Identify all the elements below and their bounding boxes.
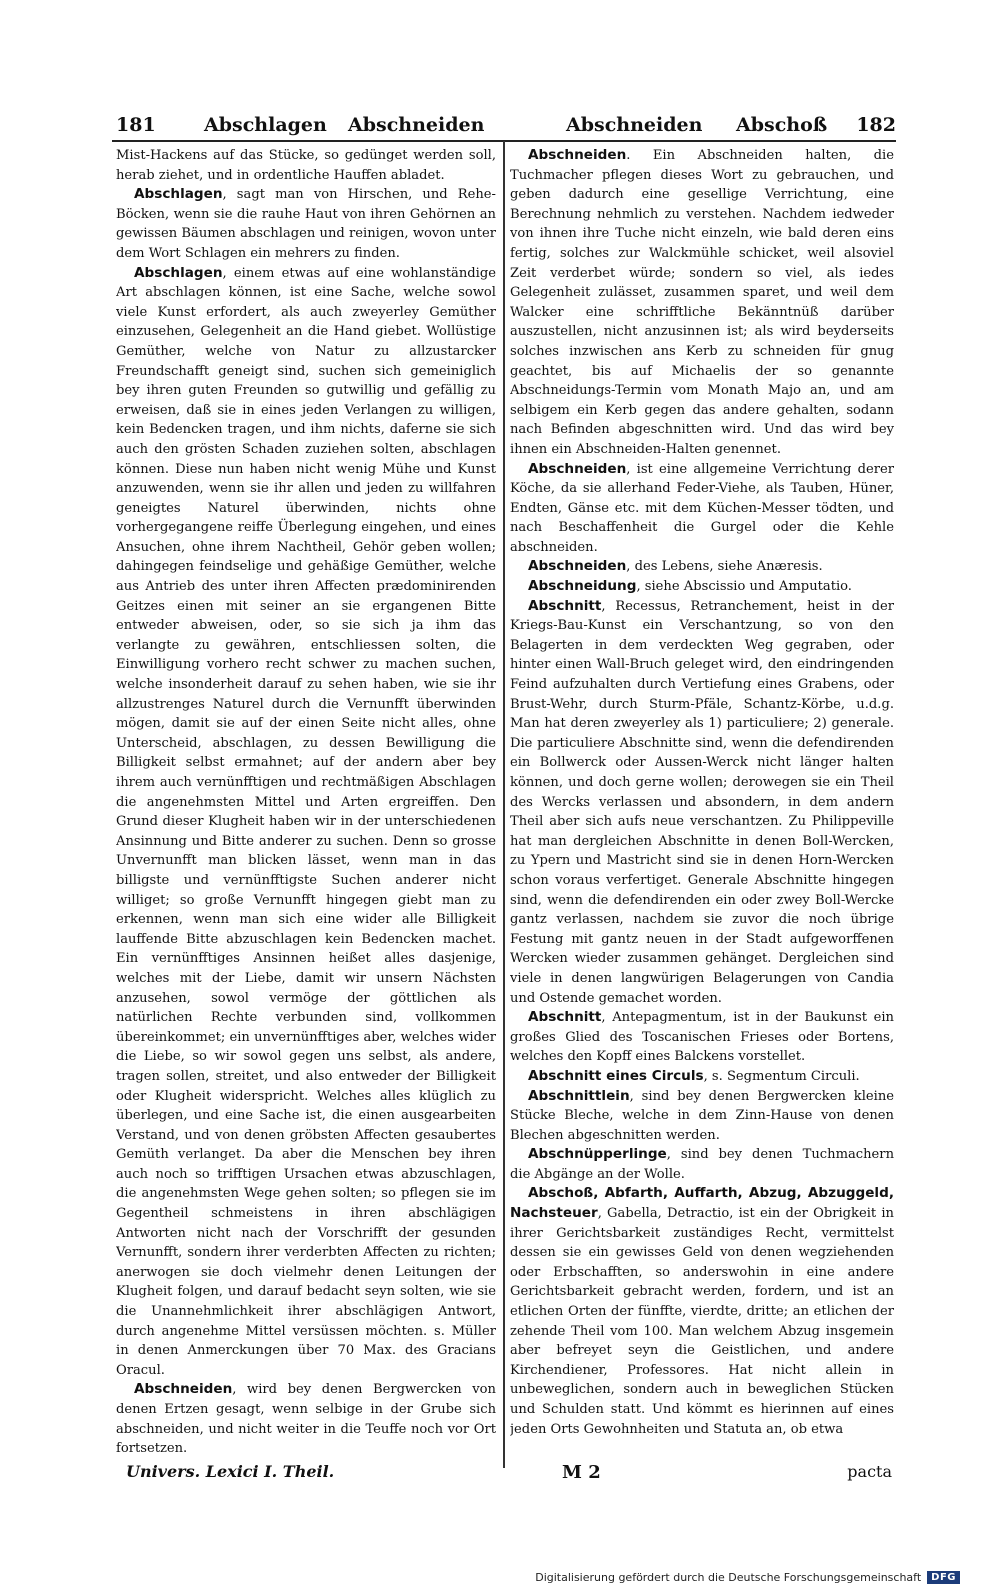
entry-head: Abschnitt eines Circuls xyxy=(528,1067,704,1084)
entry-head: Abschnitt xyxy=(528,597,602,614)
column-divider xyxy=(503,141,505,1468)
entry-head: Abschlagen xyxy=(134,264,223,281)
page-footer xyxy=(116,1462,896,1488)
catchword-left-1: Abschlagen xyxy=(204,114,327,136)
catchword-right-1: Abschneiden xyxy=(566,114,703,136)
entry xyxy=(510,1008,894,1067)
signature-title: Univers. Lexici I. Theil. xyxy=(126,1462,335,1481)
running-header xyxy=(116,114,896,140)
entry-head: Abschnüpperlinge xyxy=(528,1146,667,1163)
dfg-logo: DFG xyxy=(927,1571,960,1584)
entry-text: , des Lebens, siehe Anæresis. xyxy=(626,559,823,575)
entry-head: Abschneiden xyxy=(134,1381,233,1398)
entry xyxy=(510,1145,894,1184)
entry-head: Abschneiden xyxy=(528,147,627,163)
entry xyxy=(116,264,496,1381)
catchword: pacta xyxy=(847,1462,892,1481)
entry xyxy=(510,146,894,460)
entry-text: , Gabella, Detractio, ist ein der Obrigkeit in ihrer Gerichtsbarkeit zuständiges Recht, vermittelst dessen sie ein gewisses Geld von denen wegziehenden oder Erbschafften, so anderswohin in eine andere Gerichtsbarkeit gebracht werden, fordern, und ist an etlichen Orten der fünffte, vierdte, dritte; an etlichen der zehende Theil vom 100. Man welchem Abzug insgemein aber befreyet seyn die Geistlichen, und andere Kirchendiener, Professores. Hat nicht allein in unbeweglichen, sondern auch in beweglichen Stücken und Schulden statt. Und kömmt es hierinnen auf eines jeden Orts Gewohnheiten und Statuta an, ob etwa xyxy=(510,1206,894,1437)
digitization-credit xyxy=(535,1568,960,1586)
entry-text: , s. Segmentum Circuli. xyxy=(703,1068,860,1084)
left-column xyxy=(116,146,496,1464)
entry xyxy=(116,185,496,263)
signature-mark: M 2 xyxy=(562,1462,601,1483)
entry-head: Abschneidung xyxy=(528,578,637,595)
entry-text: , Recessus, Retranchement, heist in der Kriegs-Bau-Kunst ein Verschantzung, so von den Belagerten in dem verdeckten Weg gegraben, oder hinter einen Wall-Bruch geleget wird, den eindringenden Feind aufzuhalten durch Vertiefung eines Grabens, oder Brust-Wehr, durch Sturm-Pfäle, Schantz-Körbe, u.d.g. Man hat deren zweyerley als 1) particuliere; 2) generale. Die particuliere Abschnitte sind, wenn die defendirenden ein Bollwerck oder Aussen-Werck nicht länger halten können, und doch gerne wollen; derowegen sie ein Theil des Wercks verlassen und absondern, in dem andern Theil aber sich aufs neue verschantzen. Zu Philippeville hat man dergleichen Abschnitte in denen Boll-Wercken, zu Ypern und Mastricht sind sie in denen Horn-Wercken schon voraus verfertiget. Generale Abschnitte hingegen sind, wenn die defendirenden ein oder zwey Boll-Wercke gantz verlassen, nachdem sie zuvor die noch übrige Festung mit gantz neuen in der Stadt aufgeworffenen Wercken wieder zusammen gehänget. Dergleichen sind viele in denen langwürigen Belagerungen von Candia und Ostende gemachet worden. xyxy=(510,598,894,1006)
catchword-right-2: Abschoß xyxy=(736,114,828,136)
entry-text: , sind bey denen Tuchmachern die Abgänge an der Wolle. xyxy=(510,1147,894,1182)
entry-head: Abschnitt xyxy=(528,1009,602,1026)
right-column xyxy=(510,146,894,1464)
entry xyxy=(510,1087,894,1146)
entry-text: , siehe Abscissio und Amputatio. xyxy=(636,579,852,595)
entry-text: , ist eine allgemeine Verrichtung derer Köche, da sie allerhand Feder-Viehe, als Tauben, Hüner, Endten, Gänse etc. mit dem Küchen-Messer tödten, und nach Beschaffenheit die Gurgel oder die Kehle abschneiden. xyxy=(510,461,894,555)
entry-text: , sagt man von Hirschen, und Rehe-Böcken, wenn sie die rauhe Haut von ihren Gehörnen an gewissen Bäumen abschlagen und reinigen, wovon unter dem Wort Schlagen ein mehrers zu finden. xyxy=(116,187,496,261)
entry-text: , Antepagmentum, ist in der Baukunst ein großes Glied des Toscanischen Frieses oder Bortens, welches den Kopff eines Balckens vorstellet. xyxy=(510,1010,894,1065)
entry xyxy=(116,1380,496,1458)
entry-head: Abschnittlein xyxy=(528,1087,630,1104)
entry-head: Abschneiden xyxy=(528,558,627,575)
catchword-left-2: Abschneiden xyxy=(348,114,485,136)
entry-text: . Ein Abschneiden halten, die Tuchmacher pflegen dieses Wort zu gebrauchen, und geben dadurch eine gesellige Verrichtung, eine Berechnung nehmlich zu verstehen. Nachdem iedweder von ihnen ihre Tuche nicht einzeln, wie bald deren eins fertig, solches zur Walckmühle schicket, weil alsoviel Zeit verderbet würde; sondern so viel, als iedes Gelegenheit zulässet, zusammen sparet, und weil dem Walcker eine schrifftliche Bekänntnüß darüber auszustellen, nicht anzusinnen ist; als wird beyderseits solches inzwischen ans Kerb zu schneiden für gnug geachtet, bis auf Michaelis der so genannte Abschneidungs-Termin vom Monath Majo an, und am selbigem ein Kerb gegen das andere gehalten, sodann nach Befinden abgeschnitten wird. Und das wird bey ihnen ein Abschneiden-Halten genennet. xyxy=(510,148,894,457)
entry-text: , einem etwas auf eine wohlanständige Art abschlagen können, ist eine Sache, welche sowol viele Kunst erfordert, als auch zweyerley Gemüther einzusehen, Gelegenheit an die Hand giebet. Wollüstige Gemüther, welche von Natur zu allzustarcker Freundschafft geneigt sind, suchen sich gemeiniglich bey ihren guten Freunden so gutwillig und gefällig zu erweisen, daß sie in eines jeden Verlangen zu willigen, kein Bedencken tragen, und ihm nichts, daferne sie sich auch den grösten Schaden zuziehen solten, abschlagen können. Diese nun haben nicht wenig Mühe und Kunst anzuwenden, wenn sie ihr allen und jeden zu willfahren geneigtes Naturel überwinden, nichts ohne vorhergegangene reiffe Überlegung eingehen, und eines Ansuchen, ohne ihrem Nachtheil, Gehör geben wollen; dahingegen feindselige und gehäßige Gemüther, welche aus Antrieb des unter ihren Affecten prædominirenden Geitzes einen mit seiner an sie ergangenen Bitte entweder abweisen, oder, so sie sich ja ihm das verlangte zu gewähren, entschliessen solten, die Einwilligung vorhero recht schwer zu machen suchen, welche insonderheit darauf zu sehen haben, wie sie ihr allzustrenges Naturel durch die Vernunfft überwinden mögen, damit sie auf der einen Seite nicht alles, ohne Unterscheid, abschlagen, zu dessen Bewilligung die Billigkeit selbst ermahnet; auf der andern aber bey ihrem auch vernünfftigen und rechtmäßigen Abschlagen die angenehmsten Mittel und Arten ergreiffen. Den Grund dieser Klugheit haben wir in der unterschiedenen Ansinnung und Bitte anderer zu suchen. Denn so grosse Unvernunfft man blicken lässet, wenn man in das billigste und vernünfftigste Suchen anderer nicht williget; so große Vernunfft hingegen giebt man zu erkennen, wenn man sich eine wider alle Billigkeit lauffende Bitte abzuschlagen kein Bedencken machet. Ein vernünfftiges Ansinnen heißet alles dasjenige, welches mit der Liebe, damit wir unsern Nächsten anzusehen, sowol vermöge der göttlichen als natürlichen Rechte verbunden sind, vollkommen übereinkommet; ein unvernünfftiges aber, welches wider die Liebe, so wir sowol gegen uns selbst, als andere, tragen sollen, streitet, und also entweder der Billigkeit oder Klugheit widerspricht. Welches alles klüglich zu überlegen, und eine Sache ist, die einen ausgearbeiten Verstand, und von denen gröbsten Affecten gesaubertes Gemüth verlanget. Da aber die Menschen bey ihren auch noch so trifftigen Ursachen etwas abzuschlagen, die angenehmsten Wege gehen solten; so pflegen sie im Gegentheil schmeistens in ihren abschlägigen Antworten nicht nach der Vorschrifft der gesunden Vernunfft, sondern ihrer verderbten Affecten zu richten; anerwogen sie doch vielmehr denen Leitungen der Klugheit folgen, und darauf bedacht seyn solten, wie sie die Unannehmlichkeit ihrer abschlägigen Antwort, durch angenehme Mittel versüssen möchten. s. Müller in denen Anmerckungen über 70 Max. des Gracians Oracul. xyxy=(116,265,496,1378)
entry-text: , wird bey denen Bergwercken von denen Ertzen gesagt, wenn selbige in der Grube sich abschneiden, und nicht weiter in die Teuffe noch vor Ort fortsetzen. xyxy=(116,1382,496,1457)
entry-text: , sind bey denen Bergwercken kleine Stücke Bleche, welche in dem Zinn-Hause von denen Blechen abgeschnitten werden. xyxy=(510,1088,894,1143)
entry-text: Mist-Hackens auf das Stücke, so gedünget werden soll, herab ziehet, und in ordentliche Hauffen abladet. xyxy=(116,148,496,183)
entry xyxy=(510,557,894,577)
entry xyxy=(510,597,894,1008)
entry-head: Abschneiden xyxy=(528,460,627,477)
entry xyxy=(510,460,894,558)
entry-head: Abschlagen xyxy=(134,186,223,203)
entry xyxy=(510,577,894,597)
page-number-right: 182 xyxy=(856,114,896,136)
credit-text: Digitalisierung gefördert durch die Deutsche Forschungsgemeinschaft xyxy=(535,1570,922,1584)
entry xyxy=(510,1067,894,1087)
entry xyxy=(510,1184,894,1439)
entry xyxy=(116,146,496,185)
page-number-left: 181 xyxy=(116,114,156,136)
entry-head: Abschoß, Abfarth, Auffarth, Abzug, Abzuggeld, Nachsteuer xyxy=(510,1185,894,1222)
